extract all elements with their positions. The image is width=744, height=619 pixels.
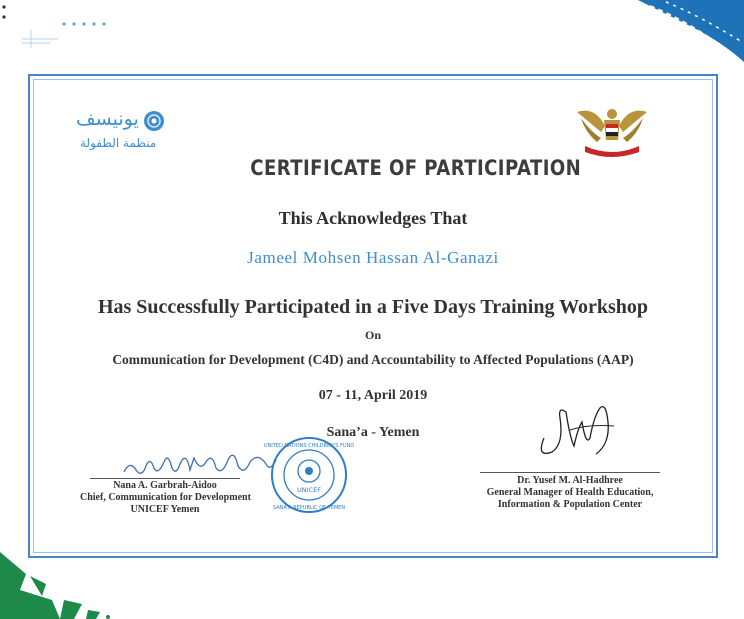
right-signature-scribble xyxy=(530,398,630,468)
top-left-decoration xyxy=(0,0,120,50)
unicef-logo-arabic: يونيسف xyxy=(76,108,139,130)
stamp-outer-text: UNITED NATIONS CHILDREN'S FUND xyxy=(263,443,355,449)
left-signatory-org: UNICEF Yemen xyxy=(130,504,200,515)
right-signatory-org: Information & Population Center xyxy=(497,499,643,510)
right-signatory-name: Dr. Yusef M. Al-Hadhree xyxy=(517,475,623,486)
un-emblem-icon xyxy=(142,109,166,133)
left-signatory-title: Chief, Communication for Development xyxy=(80,492,251,503)
left-signature-scribble xyxy=(120,442,280,480)
on-label: On xyxy=(364,328,381,342)
participant-name: Jameel Mohsen Hassan Al-Ganazi xyxy=(247,248,499,267)
workshop-topic: Communication for Development (C4D) and Accountability to Affected Populations (AAP) xyxy=(112,352,634,367)
unicef-stamp xyxy=(263,436,355,514)
stamp-bottom-text: SANA'A REPUBLIC OF YEMEN xyxy=(272,505,346,511)
left-signatory-name: Nana A. Garbrah-Aidoo xyxy=(113,480,217,491)
left-signature-line xyxy=(90,478,240,479)
certificate xyxy=(28,74,718,558)
top-right-decoration xyxy=(610,0,744,80)
certificate-title: CERTIFICATE OF PARTICIPATION xyxy=(250,156,582,180)
yemen-eagle-emblem xyxy=(575,102,649,162)
stamp-inner-text: UNICEF xyxy=(297,486,321,494)
workshop-dates: 07 - 11, April 2019 xyxy=(318,388,428,403)
unicef-logo-subtitle: منظمة الطفولة xyxy=(80,136,157,150)
right-signatory-title: General Manager of Health Education, xyxy=(486,487,654,498)
acknowledgement-line: This Acknowledges That xyxy=(278,208,468,228)
participation-statement: Has Successfully Participated in a Five Days Training Workshop xyxy=(97,296,649,318)
workshop-location: Sana’a - Yemen xyxy=(326,425,420,440)
right-signature-line xyxy=(480,472,660,473)
